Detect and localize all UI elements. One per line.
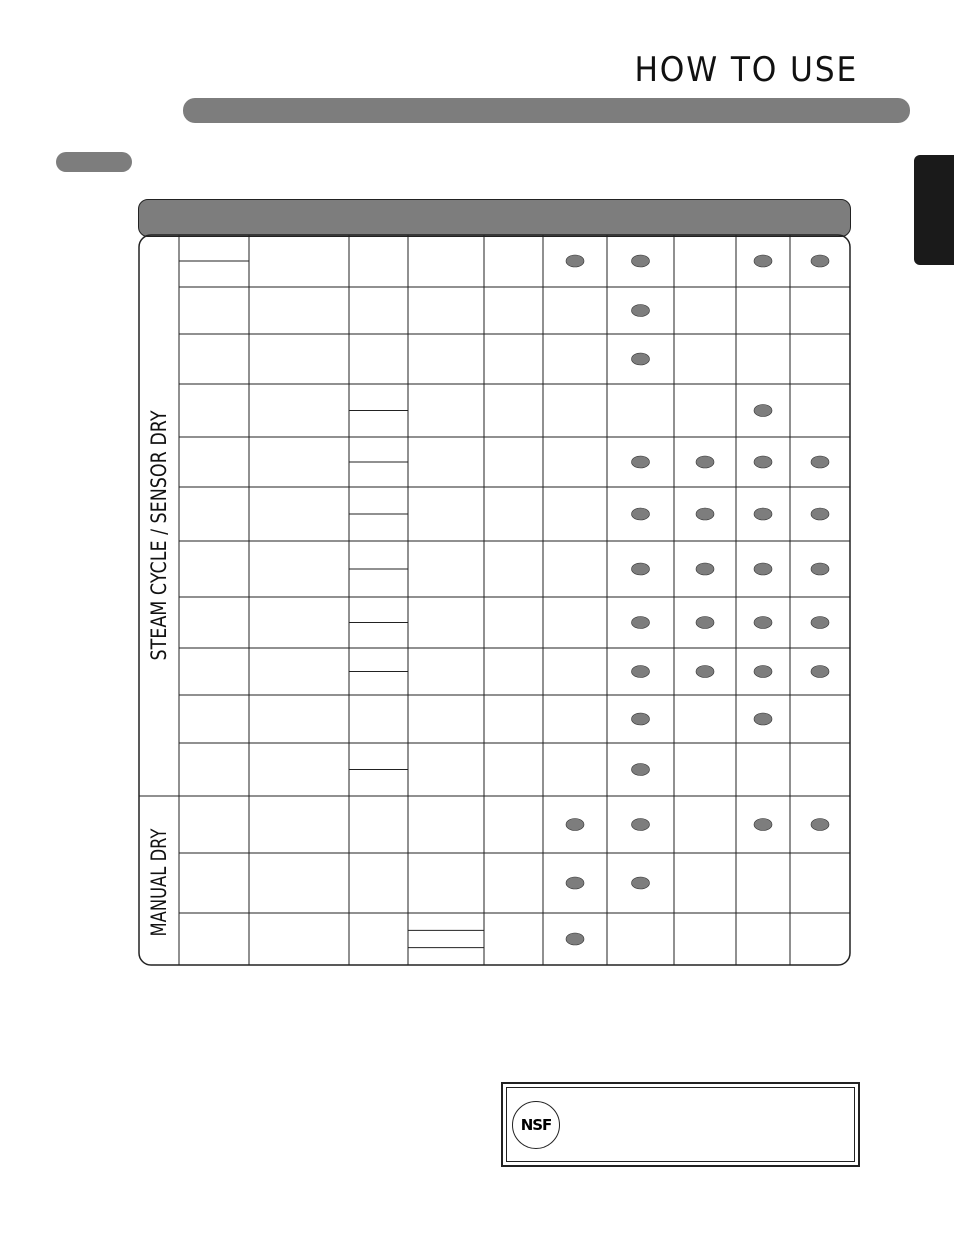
table-grid: [139, 235, 850, 965]
option-mark-dot: [754, 405, 772, 417]
option-mark-dot: [566, 933, 584, 945]
option-mark-dot: [696, 666, 714, 678]
option-mark-dot: [632, 255, 650, 267]
option-mark-dot: [811, 255, 829, 267]
nsf-seal-icon: [512, 1101, 560, 1149]
option-mark-dot: [696, 456, 714, 468]
option-mark-dot: [696, 563, 714, 575]
option-mark-dot: [632, 877, 650, 889]
option-mark-dot: [754, 713, 772, 725]
option-mark-dot: [632, 456, 650, 468]
option-mark-dot: [696, 617, 714, 629]
table-frame: [139, 235, 850, 965]
option-mark-dot: [632, 764, 650, 776]
option-mark-dot: [632, 563, 650, 575]
option-mark-dot: [754, 563, 772, 575]
option-mark-dot: [754, 666, 772, 678]
option-mark-dot: [811, 617, 829, 629]
option-mark-dot: [566, 877, 584, 889]
option-mark-dot: [754, 508, 772, 520]
group-label-steam-sensor: STEAM CYCLE / SENSOR DRY: [147, 360, 171, 661]
option-mark-dot: [566, 819, 584, 831]
nsf-seal-text: NSF: [520, 1116, 552, 1134]
page-title: HOW TO USE: [634, 50, 858, 90]
group-label-manual-dry: MANUAL DRY: [147, 797, 171, 937]
option-mark-dot: [754, 617, 772, 629]
option-mark-dot: [811, 456, 829, 468]
option-mark-dot: [632, 617, 650, 629]
option-mark-dot: [632, 305, 650, 317]
option-mark-dot: [632, 508, 650, 520]
option-mark-dot: [811, 563, 829, 575]
option-mark-dot: [632, 666, 650, 678]
option-mark-dot: [632, 353, 650, 365]
option-mark-dot: [811, 666, 829, 678]
option-mark-dot: [632, 819, 650, 831]
option-mark-dot: [754, 255, 772, 267]
nsf-box-inner-border: [506, 1087, 855, 1162]
option-mark-dot: [696, 508, 714, 520]
option-mark-dot: [811, 819, 829, 831]
nsf-certification-box: [501, 1082, 860, 1167]
option-mark-dot: [754, 456, 772, 468]
option-mark-dot: [811, 508, 829, 520]
option-mark-dot: [632, 713, 650, 725]
option-mark-dot: [754, 819, 772, 831]
option-mark-dot: [566, 255, 584, 267]
